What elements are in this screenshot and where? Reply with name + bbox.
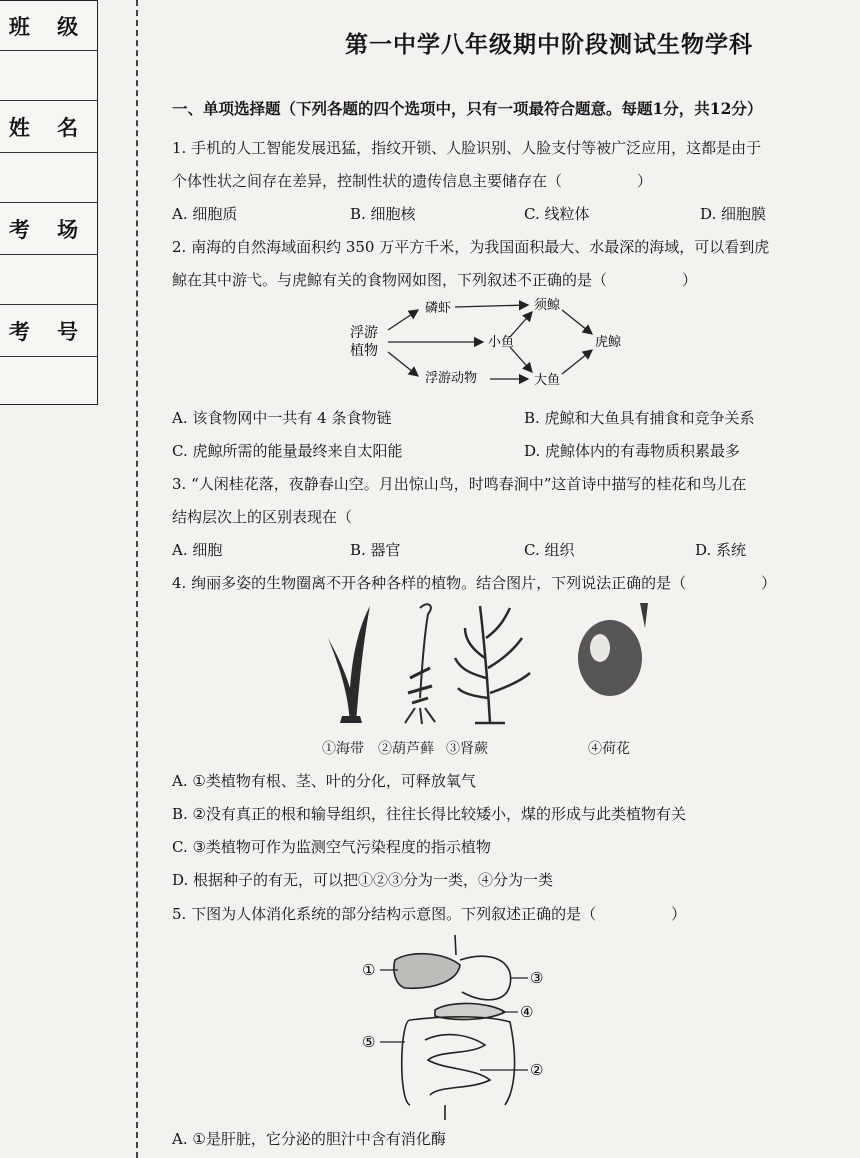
name-field[interactable] [0, 153, 97, 203]
exam-number-field[interactable] [0, 357, 97, 407]
liver [394, 954, 460, 989]
class-field[interactable] [0, 51, 97, 101]
q3-option-b: B. 器官 [350, 541, 401, 559]
q1-option-c: C. 线粒体 [524, 205, 590, 223]
digestive-label-1: ① [362, 961, 376, 979]
q3-stem-line1: 3. “人闲桂花落，夜静春山空。月出惊山鸟，时鸣春涧中”这首诗中描写的桂花和鸟儿在 [172, 475, 747, 493]
q2-stem-line1: 2. 南海的自然海域面积约 350 万平方千米，为我国面积最大、水最深的海域，可以看到虎 [172, 238, 770, 256]
esophagus [455, 935, 456, 955]
small-intestine [425, 1035, 490, 1095]
q5-stem: 5. 下图为人体消化系统的部分结构示意图。下列叙述正确的是（ ） [172, 905, 687, 923]
stomach [460, 956, 511, 1000]
exam-title: 第一中学八年级期中阶段测试生物学科 [345, 31, 753, 58]
fw-arrow-baleen-orca [562, 310, 592, 334]
q4-option-d: D. 根据种子的有无，可以把①②③分为一类，④分为一类 [172, 871, 554, 889]
q1-option-a: A. 细胞质 [172, 205, 238, 223]
q1-option-b: B. 细胞核 [350, 205, 416, 223]
q3-option-a: A. 细胞 [172, 541, 223, 559]
q3-option-c: C. 组织 [524, 541, 575, 559]
section-heading: 一、单项选择题（下列各题的四个选项中，只有一项最符合题意。每题1分，共12分） [172, 99, 763, 118]
q3-option-d: D. 系统 [695, 541, 747, 559]
digestive-label-2: ② [530, 1061, 544, 1079]
plant-images [300, 598, 680, 733]
q2-stem-line2: 鲸在其中游弋。与虎鲸有关的食物网如图，下列叙述不正确的是（ ） [172, 271, 698, 289]
q2-option-a: A. 该食物网中一共有 4 条食物链 [172, 409, 392, 427]
fw-zooplankton: 浮游动物 [425, 371, 478, 386]
q4-option-b: B. ②没有真正的根和输导组织，往往长得比较矮小，煤的形成与此类植物有关 [172, 805, 687, 823]
q4-stem: 4. 绚丽多姿的生物圈离不开各种各样的植物。结合图片，下列说法正确的是（ ） [172, 574, 777, 592]
binding-cut-line [136, 0, 138, 1158]
exam-room-field[interactable] [0, 255, 97, 305]
q4-option-a: A. ①类植物有根、茎、叶的分化，可释放氧气 [172, 772, 476, 790]
name-label: 姓 名 [0, 101, 97, 153]
q2-option-c: C. 虎鲸所需的能量最终来自太阳能 [172, 442, 403, 460]
kelp-illustration [328, 606, 370, 723]
fw-baleen-whale: 须鲸 [534, 298, 561, 313]
fw-producer-line2: 植物 [350, 343, 378, 359]
class-label: 班 级 [0, 1, 97, 51]
q4-option-c: C. ③类植物可作为监测空气污染程度的指示植物 [172, 838, 491, 856]
digestive-label-4: ④ [520, 1003, 534, 1021]
fern-illustration [455, 606, 530, 723]
lotus-illustration [578, 603, 648, 696]
binding-info-box [0, 0, 98, 405]
q5-option-a: A. ①是肝脏，它分泌的胆汁中含有消化酶 [172, 1130, 446, 1148]
fw-arrow-krill-baleen [455, 305, 528, 307]
exam-number-label: 考 号 [0, 305, 97, 357]
exam-room-label: 考 场 [0, 203, 97, 255]
plant-caption-moss: ②葫芦藓 [378, 741, 434, 757]
fw-producer-line1: 浮游 [350, 325, 378, 341]
fw-big-fish: 大鱼 [534, 373, 561, 388]
fw-small-fish: 小鱼 [488, 335, 515, 350]
plant-caption-lotus: ④荷花 [588, 741, 630, 757]
fw-arrow-smallfish-baleen [510, 312, 532, 337]
plant-caption-fern: ③肾蕨 [446, 741, 488, 757]
q1-stem-line1: 1. 手机的人工智能发展迅猛，指纹开锁、人脸识别、人脸支付等被广泛应用，这都是由于 [172, 139, 762, 157]
q2-option-d: D. 虎鲸体内的有毒物质积累最多 [524, 442, 741, 460]
digestive-label-5: ⑤ [362, 1033, 376, 1051]
digestive-system-diagram [350, 930, 560, 1125]
q3-stem-line2: 结构层次上的区别表现在（ [172, 508, 353, 526]
fw-arrow-bigfish-orca [562, 350, 592, 374]
large-intestine [402, 1017, 515, 1105]
digestive-label-3: ③ [530, 969, 544, 987]
fw-arrow-plant-zoo [388, 352, 418, 376]
fw-orca: 虎鲸 [595, 335, 622, 350]
q1-option-d: D. 细胞膜 [700, 205, 767, 223]
fw-arrow-smallfish-bigfish [510, 347, 532, 372]
moss-illustration [405, 604, 435, 724]
q2-option-b: B. 虎鲸和大鱼具有捕食和竞争关系 [524, 409, 755, 427]
fw-krill: 磷虾 [425, 301, 452, 316]
food-web-diagram [340, 292, 640, 392]
q1-stem-line2: 个体性状之间存在差异，控制性状的遗传信息主要储存在（ ） [172, 172, 653, 190]
plant-caption-kelp: ①海带 [322, 741, 364, 757]
fw-arrow-plant-krill [388, 310, 418, 330]
